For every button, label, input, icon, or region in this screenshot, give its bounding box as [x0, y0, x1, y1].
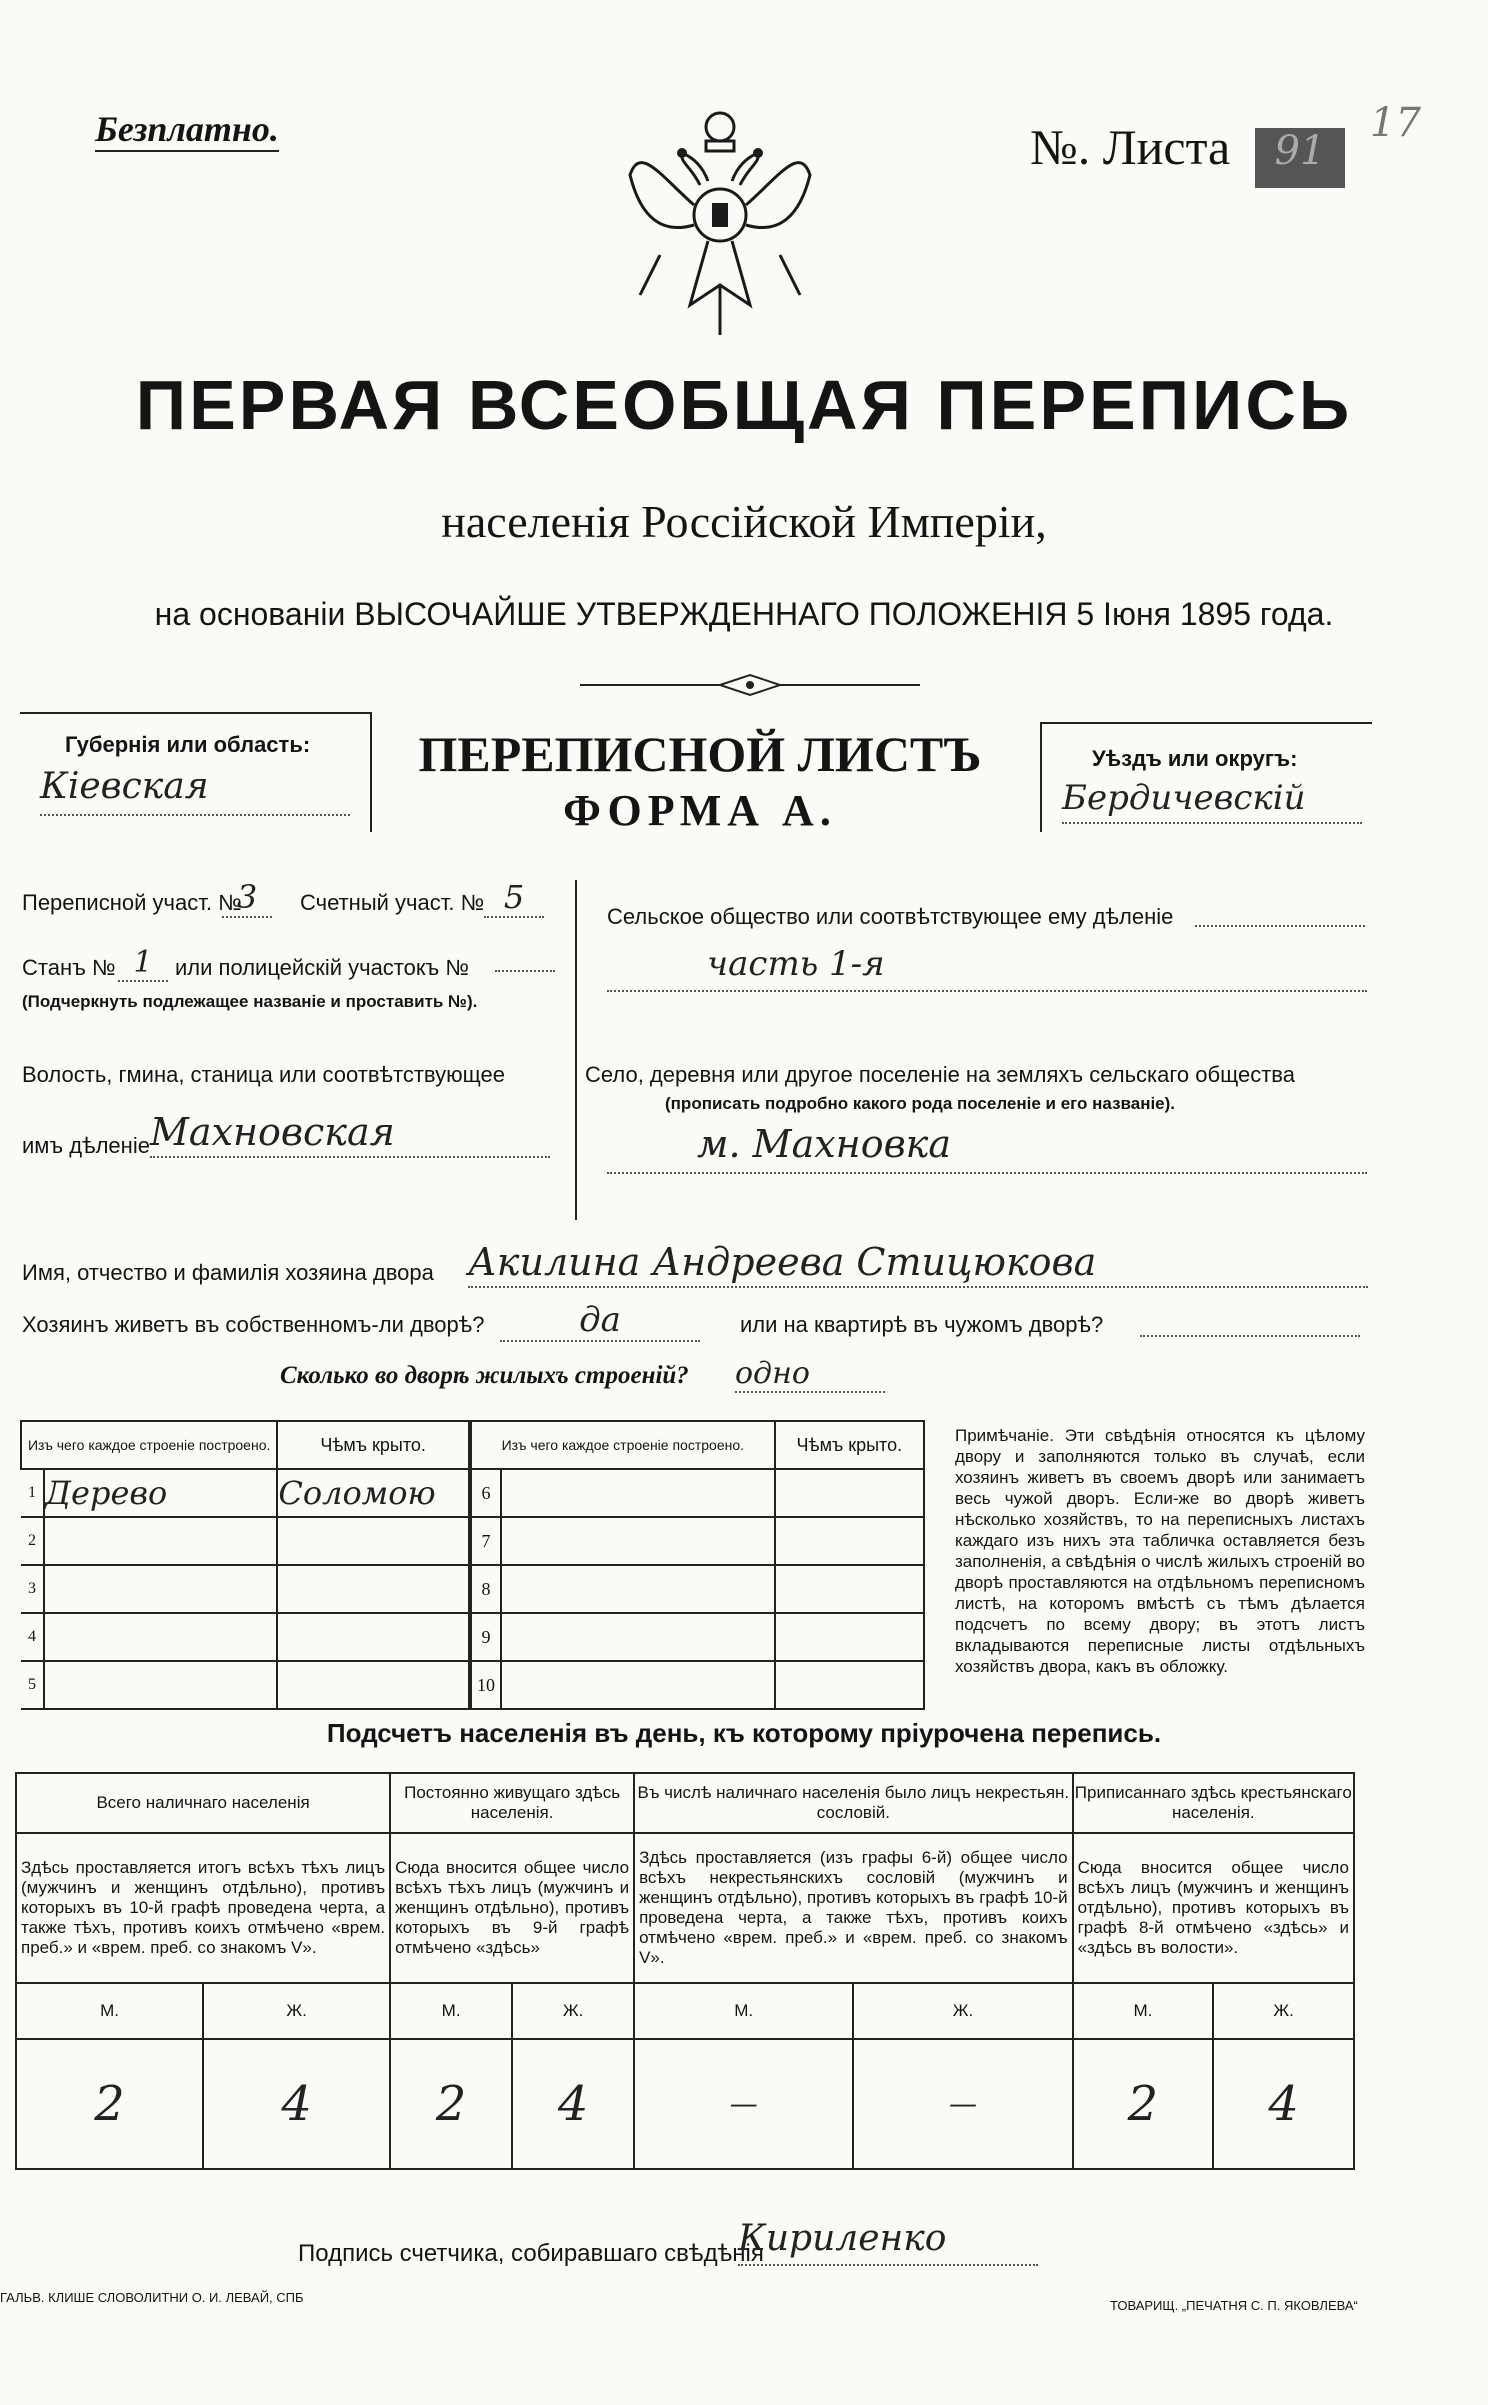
- district-value: Бердичевскій: [1062, 778, 1362, 824]
- pop-group-desc: Здѣсь проставляется итогъ всѣхъ тѣхъ лицъ (мужчинъ и женщинъ отдѣльно), противъ которыхъ въ 10-й графѣ проведена черта, а также тѣхъ, противъ коихъ отмѣчено «врем. преб.» и «врем. преб. со знакомъ V».: [16, 1833, 390, 1983]
- m-header: М.: [634, 1983, 853, 2039]
- buildings-value: одно: [735, 1356, 885, 1393]
- pop-value-f: —: [853, 2039, 1072, 2169]
- district-box: [1040, 722, 1372, 832]
- houses-table-left: [20, 1420, 470, 1710]
- society-blank: [1195, 925, 1365, 927]
- corner-mark: 17: [1370, 100, 1421, 146]
- pop-group-desc: Сюда вносится общее число всѣхъ тѣхъ лицъ (мужчинъ и женщинъ отдѣльно), противъ которыхъ въ 9-й графѣ отмѣчено «здѣсь»: [390, 1833, 634, 1983]
- police-label: или полицейскій участокъ №: [175, 955, 469, 980]
- printer-imprint-left: ГАЛЬВ. КЛИШЕ СЛОВОЛИТНИ О. И. ЛЕВАЙ, СПБ: [0, 2290, 304, 2305]
- society-value: часть 1-я: [607, 944, 1367, 992]
- stan-note: (Подчеркнуть подлежащее названіе и проставить №).: [22, 992, 478, 1011]
- stan-value: 1: [118, 945, 168, 982]
- table-row: 4: [21, 1613, 469, 1661]
- population-heading: Подсчетъ населенія въ день, къ которому пріурочена перепись.: [326, 1718, 1162, 1748]
- table-row: 8: [471, 1565, 924, 1613]
- table-row: 6: [471, 1469, 924, 1517]
- census-area-label: Переписной участ. №: [22, 890, 242, 915]
- table-row: 10: [471, 1661, 924, 1709]
- volost-value: Махновская: [150, 1110, 550, 1158]
- population-table: [15, 1772, 1355, 2170]
- owner-rent-label: или на квартирѣ въ чужомъ дворѣ?: [740, 1312, 1104, 1337]
- village-label: Село, деревня или другое поселеніе на земляхъ сельскаго общества: [585, 1062, 1295, 1087]
- pop-group-title: Приписаннаго здѣсь крестьянскаго населенія.: [1073, 1773, 1354, 1833]
- police-blank: [495, 970, 555, 972]
- f-header: Ж.: [853, 1983, 1072, 2039]
- houses-col-material: Изъ чего каждое строеніе построено.: [21, 1421, 277, 1469]
- district-label: Уѣздъ или округъ:: [1092, 746, 1298, 771]
- signature-value: Кириленко: [738, 2218, 1038, 2266]
- owner-lives-label: Хозяинъ живетъ въ собственномъ-ли дворѣ?: [22, 1312, 485, 1337]
- pop-group-title: Постоянно живущаго здѣсь населенія.: [390, 1773, 634, 1833]
- f-header: Ж.: [512, 1983, 634, 2039]
- houses-col-material-2: Изъ чего каждое строеніе построено.: [471, 1421, 775, 1469]
- f-header: Ж.: [1213, 1983, 1354, 2039]
- province-label: Губернія или область:: [65, 732, 311, 757]
- signature-label: Подпись счетчика, собиравшаго свѣдѣнія: [298, 2240, 764, 2267]
- pop-group-title: Всего наличнаго населенія: [16, 1773, 390, 1833]
- province-box: [20, 712, 372, 832]
- pop-value-f: 4: [512, 2039, 634, 2169]
- double-headed-eagle-emblem: [620, 105, 820, 345]
- pop-value-m: —: [634, 2039, 853, 2169]
- houses-col-roof: Чѣмъ крыто.: [277, 1421, 469, 1469]
- f-header: Ж.: [203, 1983, 390, 2039]
- form-title: ПЕРЕПИСНОЙ ЛИСТЪ: [418, 726, 982, 782]
- table-row: 5: [21, 1661, 469, 1709]
- table-row: 1 Дерево Соломою: [21, 1469, 469, 1517]
- pop-value-m: 2: [1073, 2039, 1214, 2169]
- pop-group-desc: Здѣсь проставляется (изъ графы 6-й) общее число всѣхъ некрестьянскихъ сословій (мужчинъ и женщинъ отдѣльно), противъ которыхъ въ графѣ 10-й проведена черта, а также тѣхъ, противъ коихъ отмѣчено «врем. преб.» и «врем. преб. со знакомъ V».: [634, 1833, 1073, 1983]
- pop-group-title: Въ числѣ наличнаго населенія было лицъ некрестьян. сословій.: [634, 1773, 1073, 1833]
- m-header: М.: [390, 1983, 512, 2039]
- m-header: М.: [1073, 1983, 1214, 2039]
- census-area-value: 3: [222, 878, 272, 918]
- stan-label: Станъ №: [22, 955, 116, 980]
- pop-value-m: 2: [16, 2039, 203, 2169]
- houses-col-roof-2: Чѣмъ крыто.: [775, 1421, 924, 1469]
- owner-name-value: Акилина Андреева Стицюкова: [468, 1240, 1368, 1288]
- printer-imprint-right: ТОВАРИЩ. „ПЕЧАТНЯ С. П. ЯКОВЛЕВА“: [1110, 2298, 1358, 2313]
- ornament-divider: [580, 673, 920, 697]
- count-area-value: 5: [484, 878, 544, 918]
- page-subtitle: населенія Россійской Имперіи,: [441, 496, 1047, 547]
- volost-label: Волость, гмина, станица или соотвѣтствующее: [22, 1062, 505, 1087]
- pop-value-m: 2: [390, 2039, 512, 2169]
- owner-name-label: Имя, отчество и фамилія хозяина двора: [22, 1260, 434, 1285]
- table-row: 7: [471, 1517, 924, 1565]
- legal-basis: на основаніи ВЫСОЧАЙШЕ УТВЕРЖДЕННАГО ПОЛОЖЕНІЯ 5 Іюня 1895 года.: [154, 596, 1334, 632]
- page-title: ПЕРВАЯ ВСЕОБЩАЯ ПЕРЕПИСЬ: [135, 366, 1353, 444]
- table-row: 3: [21, 1565, 469, 1613]
- province-value: Кіевская: [40, 766, 350, 816]
- buildings-label: Сколько во дворѣ жилыхъ строеній?: [280, 1362, 689, 1389]
- table-row: 2: [21, 1517, 469, 1565]
- houses-table-right: [470, 1420, 925, 1710]
- volost-label-2: имъ дѣленіе: [22, 1133, 150, 1158]
- sheet-number-value: 91: [1255, 128, 1345, 188]
- table-row: 9: [471, 1613, 924, 1661]
- society-label: Сельское общество или соотвѣтствующее ему дѣленіе: [607, 904, 1174, 929]
- pop-group-desc: Сюда вносится общее число всѣхъ лицъ (мужчинъ и женщинъ отдѣльно), противъ которыхъ въ графѣ 8-й отмѣчено «здѣсь» и «здѣсь въ волости».: [1073, 1833, 1354, 1983]
- owner-rent-blank: [1140, 1335, 1360, 1337]
- pop-value-f: 4: [203, 2039, 390, 2169]
- m-header: М.: [16, 1983, 203, 2039]
- village-note: (прописать подробно какого рода поселеніе и его названіе).: [665, 1094, 1176, 1113]
- count-area-label: Счетный участ. №: [300, 890, 485, 915]
- village-value: м. Махновка: [607, 1122, 1367, 1174]
- pop-value-f: 4: [1213, 2039, 1354, 2169]
- column-divider: [575, 880, 577, 1220]
- form-subtitle: ФОРМА А.: [563, 786, 837, 835]
- free-label: Безплатно.: [95, 108, 279, 152]
- owner-lives-value: да: [500, 1300, 700, 1342]
- sheet-number-label: №. Листа: [1030, 119, 1231, 175]
- note-text: Примѣчаніе. Эти свѣдѣнія относятся къ цѣлому двору и заполняются только въ случаѣ, если хозяинъ живетъ въ своемъ дворѣ или занимаетъ весь чужой дворъ. Если-же во дворѣ живетъ нѣсколько хозяйствъ, то на переписныхъ листахъ каждаго изъ нихъ эта табличка оставляется безъ заполненія, а свѣдѣнія о числѣ жилыхъ строеній во дворѣ проставляются на отдѣльномъ переписномъ листѣ, на которомъ вмѣстѣ съ тѣмъ дѣлается подсчетъ по всему двору; въ этотъ листъ вкладываются переписные листы отдѣльныхъ хозяйствъ двора, какъ въ обложку.: [955, 1426, 1365, 1676]
